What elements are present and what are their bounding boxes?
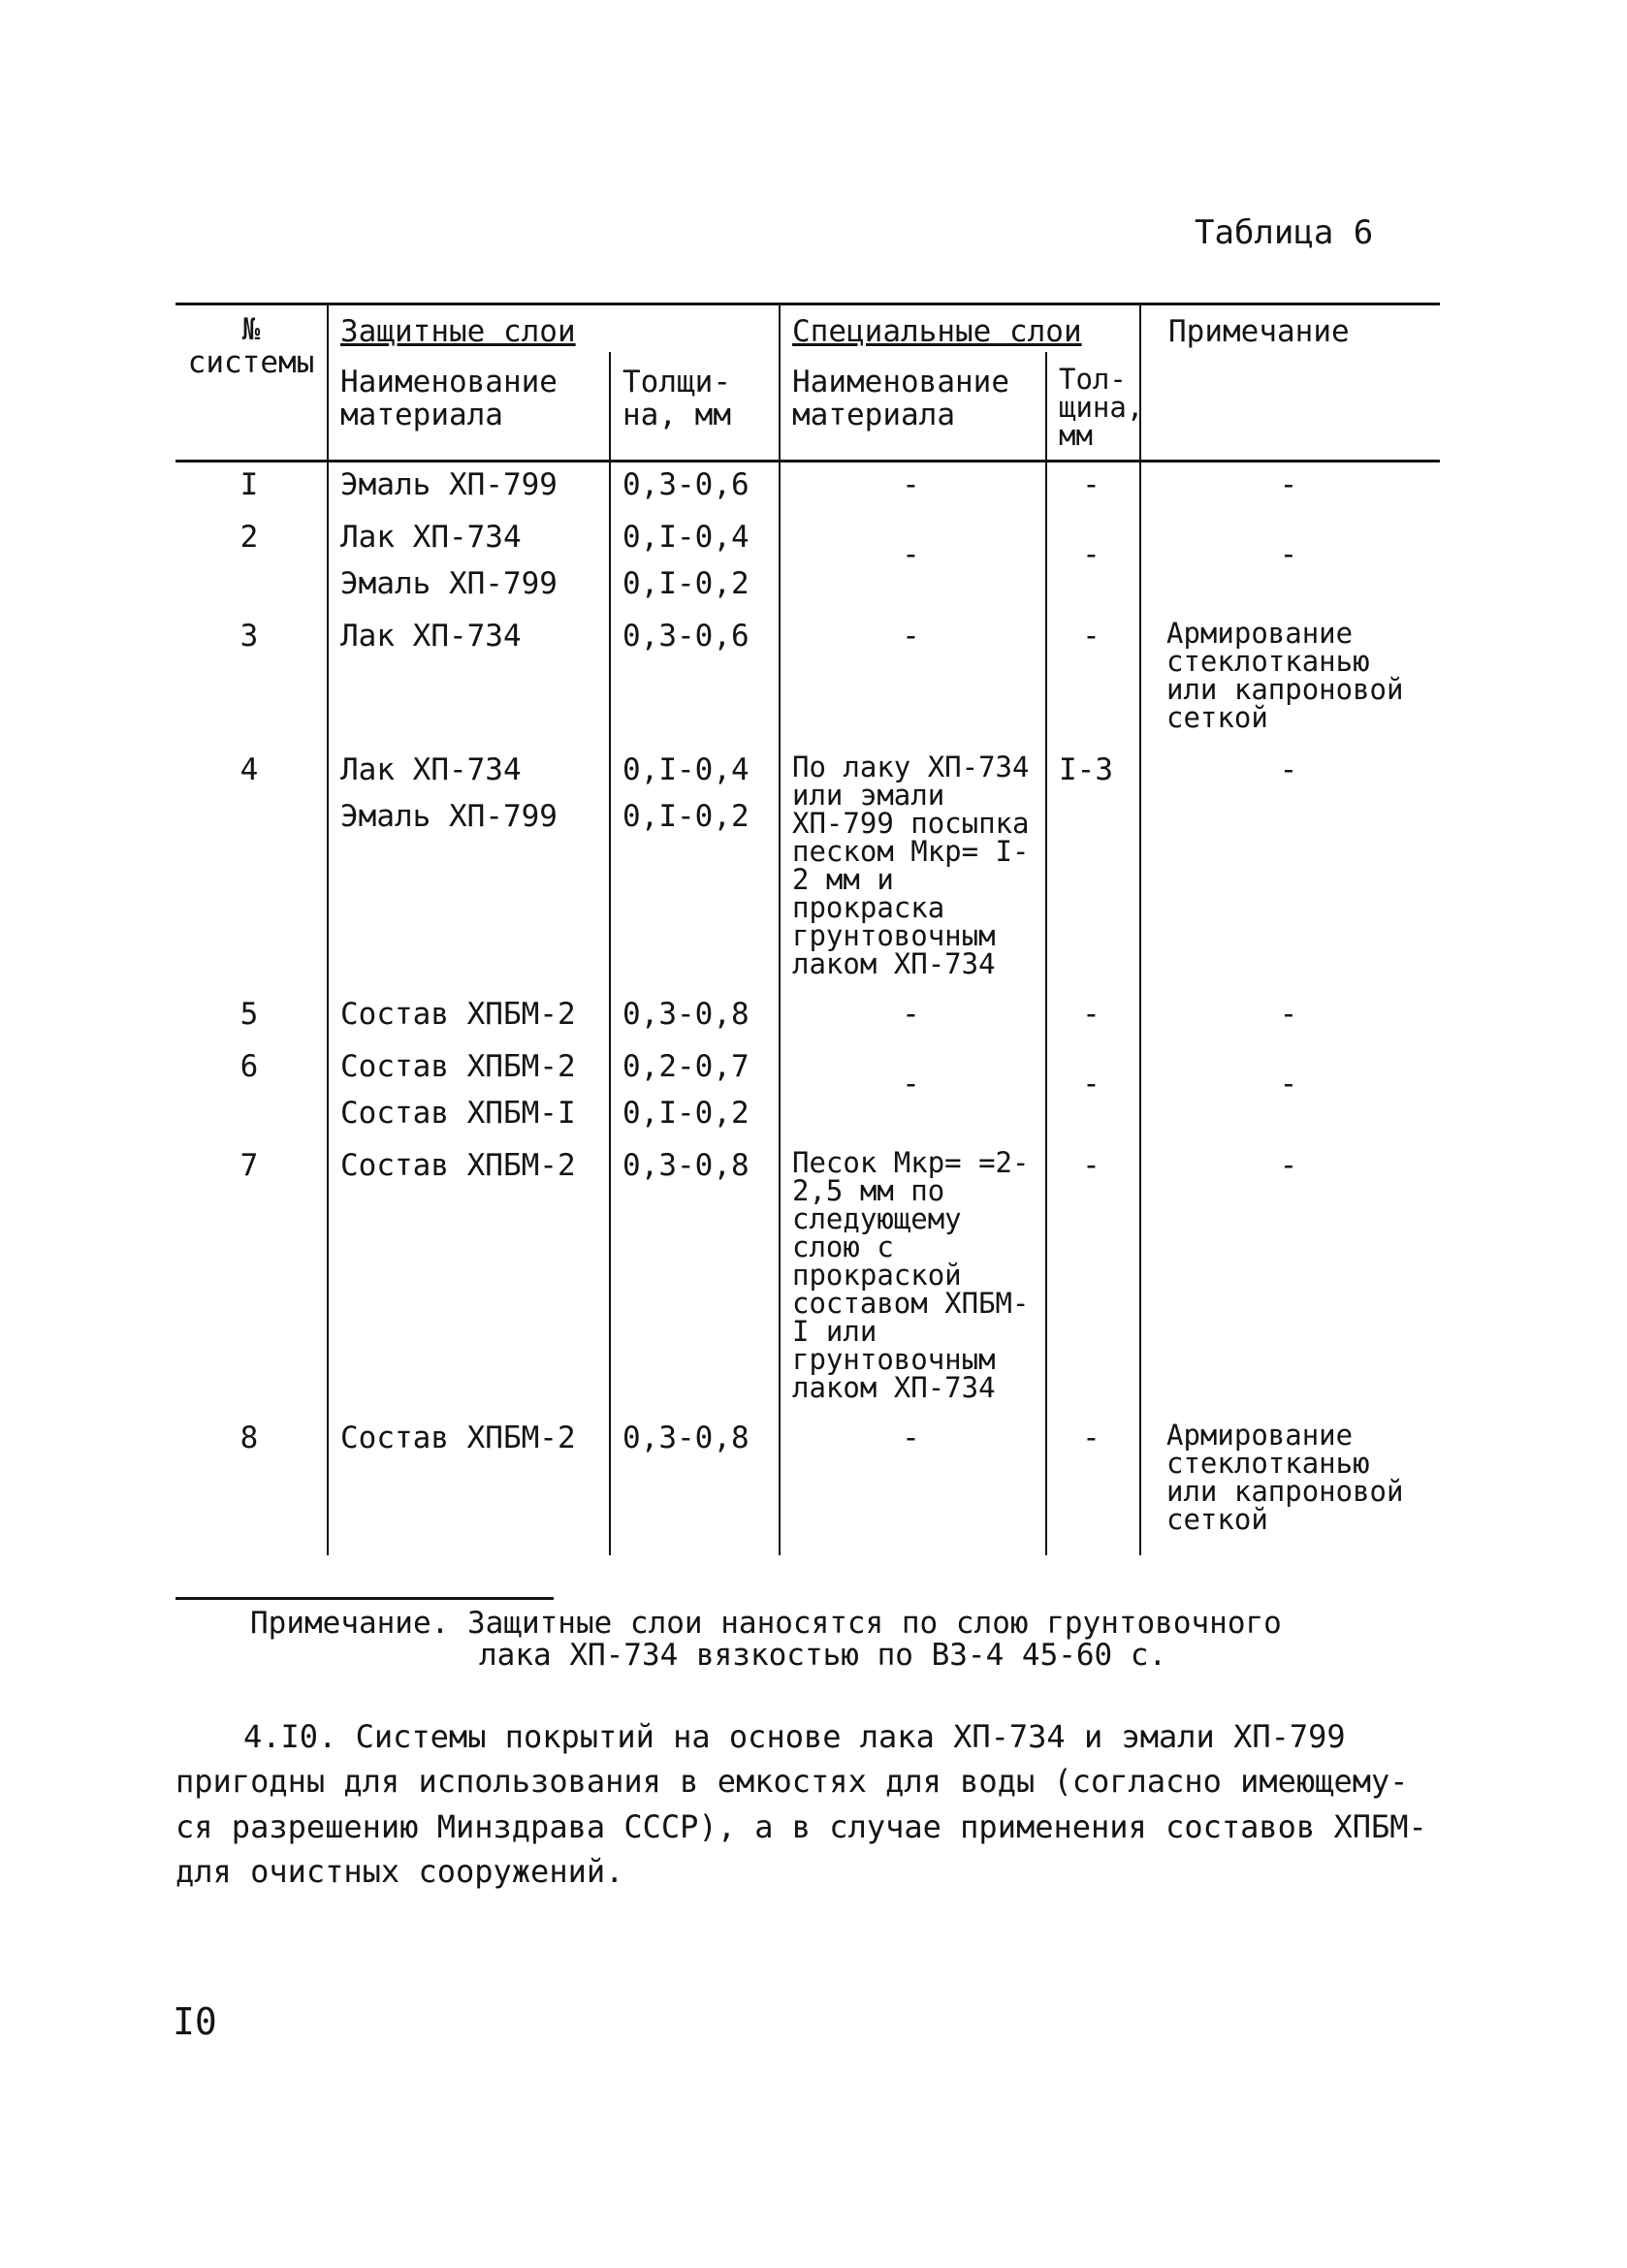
table-row bbox=[175, 1143, 1440, 1416]
footnote-divider bbox=[175, 1597, 554, 1600]
table-row bbox=[175, 748, 1440, 992]
note-cell: - bbox=[1279, 752, 1298, 788]
footnote-line: лака ХП-734 вязкостью по ВЗ-4 45-60 с. bbox=[479, 1637, 1167, 1673]
table-row bbox=[175, 614, 1440, 748]
material-cell: Состав ХПБМ-2 Состав ХПБМ-I bbox=[328, 1044, 610, 1143]
special-material-cell: - bbox=[780, 992, 1046, 1044]
special-material-cell: Песок Мкр= =2-2,5 мм по следующему слою с прокраской составом ХПБМ-I или грунтовочным лаком ХП-734 bbox=[780, 1143, 1046, 1416]
special-thickness-cell: - bbox=[1046, 462, 1140, 516]
thickness-cell: 0,3-0,6 bbox=[610, 614, 780, 748]
special-material-cell: По лаку ХП-734 или эмали ХП-799 посыпка песком Мкр= I-2 мм и прокраска грунтовочным лаком ХП-734 bbox=[780, 748, 1046, 992]
note-cell: - bbox=[1279, 467, 1298, 503]
special-thickness-cell: - bbox=[1046, 614, 1140, 748]
special-material-cell: - bbox=[780, 462, 1046, 516]
coatings-table bbox=[175, 303, 1440, 1555]
table-row bbox=[175, 462, 1440, 516]
special-thickness-cell: I-3 bbox=[1046, 748, 1140, 992]
paragraph-line: пригодны для использования в емкостях для воды (согласно имеющему- bbox=[175, 1763, 1409, 1801]
footnote-line: Примечание. Защитные слои наносятся по слою грунтовочного bbox=[250, 1606, 1282, 1641]
thickness-cell: 0,3-0,8 bbox=[610, 992, 780, 1044]
note-cell: Армирование стеклотканью или капроновой сеткой bbox=[1166, 1419, 1404, 1537]
page-number: I0 bbox=[173, 2000, 217, 2043]
paragraph-line: 4.I0. Системы покрытий на основе лака ХП-734 и эмали ХП-799 bbox=[243, 1718, 1346, 1755]
note-cell: - bbox=[1279, 1067, 1298, 1102]
thickness-cell: 0,I-0,4 0,I-0,2 bbox=[610, 748, 780, 992]
material-cell: Лак ХП-734 Эмаль ХП-799 bbox=[328, 515, 610, 614]
thickness-cell: 0,3-0,8 bbox=[610, 1416, 780, 1555]
thickness-cell: 0,I-0,4 0,I-0,2 bbox=[610, 515, 780, 614]
material-cell: Состав ХПБМ-2 bbox=[328, 1416, 610, 1555]
special-thickness-cell: - bbox=[1046, 992, 1140, 1044]
table-footnote bbox=[250, 1608, 1414, 1671]
thickness-cell: 0,3-0,8 bbox=[610, 1143, 780, 1416]
system-number: 5 bbox=[175, 992, 328, 1044]
material-cell: Лак ХП-734 bbox=[328, 614, 610, 748]
system-number: 6 bbox=[175, 1044, 328, 1143]
table-row bbox=[175, 1416, 1440, 1555]
special-thickness-cell: - bbox=[1046, 1416, 1140, 1555]
note-cell: - bbox=[1279, 1148, 1298, 1184]
header-material: Наименование материала bbox=[328, 352, 610, 462]
special-material-cell: - bbox=[780, 614, 1046, 748]
note-cell: Армирование стеклотканью или капроновой сеткой bbox=[1166, 617, 1404, 735]
special-material-cell: - bbox=[780, 1416, 1046, 1555]
system-number: I bbox=[175, 462, 328, 516]
table-caption: Таблица 6 bbox=[1195, 213, 1374, 252]
material-cell: Эмаль ХП-799 bbox=[328, 462, 610, 516]
special-material-cell: - bbox=[780, 1044, 1046, 1143]
system-number: 8 bbox=[175, 1416, 328, 1555]
header-thickness: Толщи- на, мм bbox=[610, 352, 780, 462]
header-special-layers: Специальные слои bbox=[780, 304, 1140, 353]
paragraph-line: для очистных сооружений. bbox=[175, 1853, 624, 1891]
system-number: 3 bbox=[175, 614, 328, 748]
header-special-thickness: Тол- щина, мм bbox=[1046, 352, 1140, 462]
system-number: 4 bbox=[175, 748, 328, 992]
note-cell: - bbox=[1279, 537, 1298, 573]
table-row bbox=[175, 1044, 1440, 1143]
material-cell: Состав ХПБМ-2 bbox=[328, 1143, 610, 1416]
material-cell: Лак ХП-734 Эмаль ХП-799 bbox=[328, 748, 610, 992]
header-system-no: № системы bbox=[175, 304, 328, 462]
thickness-cell: 0,2-0,7 0,I-0,2 bbox=[610, 1044, 780, 1143]
special-material-cell: - bbox=[780, 515, 1046, 614]
header-note: Примечание bbox=[1140, 304, 1440, 462]
material-cell: Состав ХПБМ-2 bbox=[328, 992, 610, 1044]
special-thickness-cell: - bbox=[1046, 515, 1140, 614]
section-paragraph bbox=[175, 1714, 1446, 1895]
table-row bbox=[175, 515, 1440, 614]
special-thickness-cell: - bbox=[1046, 1044, 1140, 1143]
system-number: 2 bbox=[175, 515, 328, 614]
header-protective-layers: Защитные слои bbox=[328, 304, 780, 353]
note-cell: - bbox=[1279, 997, 1298, 1033]
paragraph-line: ся разрешению Минздрава СССР), а в случае применения составов ХПБМ- bbox=[175, 1807, 1427, 1845]
header-special-material: Наименование материала bbox=[780, 352, 1046, 462]
table-row bbox=[175, 992, 1440, 1044]
system-number: 7 bbox=[175, 1143, 328, 1416]
thickness-cell: 0,3-0,6 bbox=[610, 462, 780, 516]
special-thickness-cell: - bbox=[1046, 1143, 1140, 1416]
